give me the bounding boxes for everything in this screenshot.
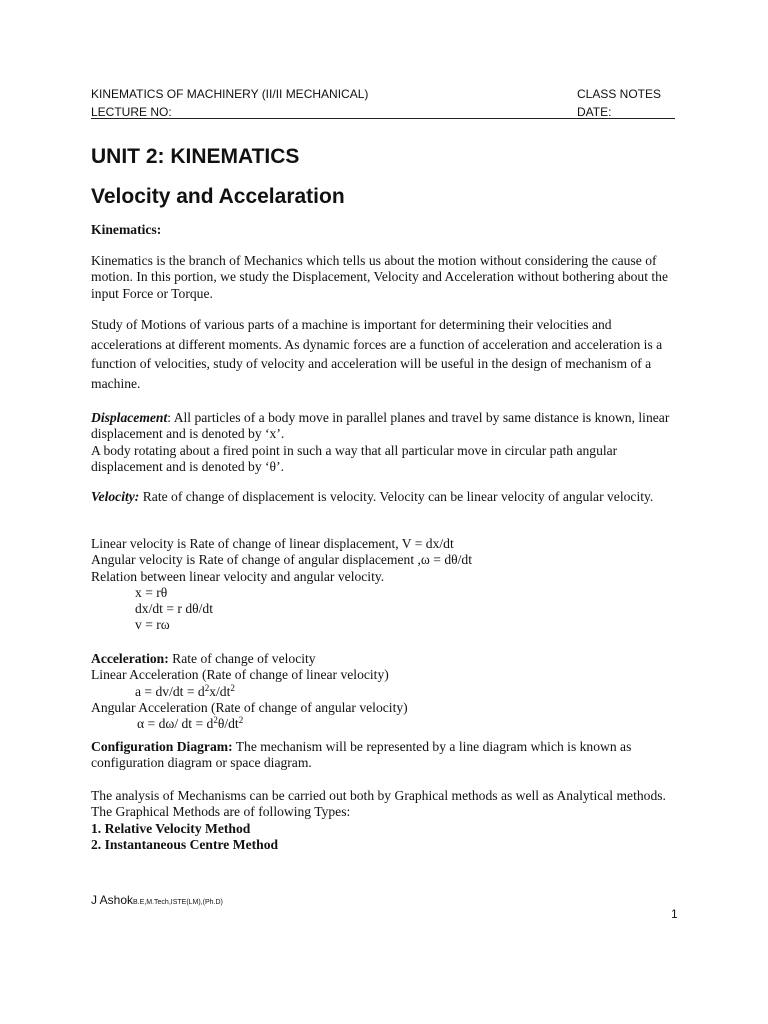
- author-name: J Ashok: [91, 893, 134, 907]
- acceleration-definition: [91, 651, 681, 667]
- author-credentials: B.E,M.Tech,ISTE(LM),(Ph.D): [133, 899, 223, 906]
- equation-x-r-theta: x = rθ: [135, 584, 168, 600]
- acceleration-section: [91, 651, 681, 732]
- kinematics-heading: Kinematics:: [91, 222, 162, 237]
- velocity-definition: [91, 489, 681, 505]
- angular-acceleration-line: Angular Acceleration (Rate of change of angular velocity): [91, 699, 408, 715]
- angular-velocity-line: Angular velocity is Rate of change of angular displacement ,ω = dθ/dt: [91, 552, 472, 568]
- displacement-angular-text: A body rotating about a fired point in such a way that all particular move in circular path angular displacement and is denoted by ‘θ’.: [91, 442, 618, 474]
- header-date: DATE:: [577, 105, 612, 119]
- displacement-term: Displacement: [91, 410, 168, 425]
- displacement-definition: [91, 410, 681, 475]
- graphical-methods-intro: The Graphical Methods are of following Types:: [91, 804, 351, 820]
- method-relative-velocity: 1. Relative Velocity Method: [91, 820, 251, 836]
- relation-line: Relation between linear velocity and angular velocity.: [91, 568, 385, 584]
- equation-dx-dt: dx/dt = r dθ/dt: [135, 601, 213, 617]
- acceleration-term: Acceleration:: [91, 651, 169, 666]
- unit-title: UNIT 2: KINEMATICS: [91, 145, 300, 168]
- footer-author: [91, 893, 223, 907]
- equation-v-r-omega: v = rω: [135, 617, 170, 633]
- section-title: Velocity and Accelaration: [91, 185, 345, 208]
- configuration-term: Configuration Diagram:: [91, 739, 233, 754]
- equation-linear-acceleration: $a = dv/dt = d^2x/dt^2$: [135, 682, 235, 699]
- header-divider: [91, 118, 675, 119]
- method-instantaneous-centre: 2. Instantaneous Centre Method: [91, 836, 279, 852]
- linear-acceleration-line: Linear Acceleration (Rate of change of linear velocity): [91, 667, 389, 683]
- kinematics-paragraph-1: Kinematics is the branch of Mechanics which tells us about the motion without considering the cause of motion. In this portion, we study the Displacement, Velocity and Acceleration without bothering about the input Force or Torque.: [91, 253, 668, 301]
- analysis-paragraph: The analysis of Mechanisms can be carried out both by Graphical methods as well as Analytical methods.: [91, 788, 666, 803]
- analysis-section: [91, 788, 681, 853]
- velocity-text: Rate of change of displacement is velocity. Velocity can be linear velocity of angular velocity.: [139, 489, 654, 504]
- velocity-relations: [91, 536, 681, 634]
- header-lecture-no: LECTURE NO:: [91, 105, 172, 119]
- velocity-term: Velocity:: [91, 489, 140, 504]
- kinematics-paragraph-2: Study of Motions of various parts of a machine is important for determining their velocities and accelerations at different moments. As dynamic forces are a function of acceleration and acceleration is a function of velocities, study of velocity and acceleration will be useful in the design of mechanism of a machine.: [91, 317, 663, 391]
- displacement-linear-text: : All particles of a body move in parallel planes and travel by same distance is known, linear displacement and is denoted by ‘x’.: [91, 410, 670, 442]
- configuration-definition: [91, 739, 681, 772]
- equation-angular-acceleration: α = dω/ dt = $d^2\theta/dt^2$: [137, 715, 244, 732]
- configuration-text: The mechanism will be represented by a line diagram which is known as configuration diagram or space diagram.: [91, 739, 632, 771]
- linear-velocity-line: Linear velocity is Rate of change of linear displacement, V = dx/dt: [91, 536, 454, 551]
- acceleration-text: Rate of change of velocity: [168, 651, 316, 666]
- header-course: KINEMATICS OF MACHINERY (II/II MECHANICAL): [91, 87, 369, 101]
- page-number: 1: [671, 907, 678, 921]
- header-class-notes: CLASS NOTES: [577, 87, 662, 101]
